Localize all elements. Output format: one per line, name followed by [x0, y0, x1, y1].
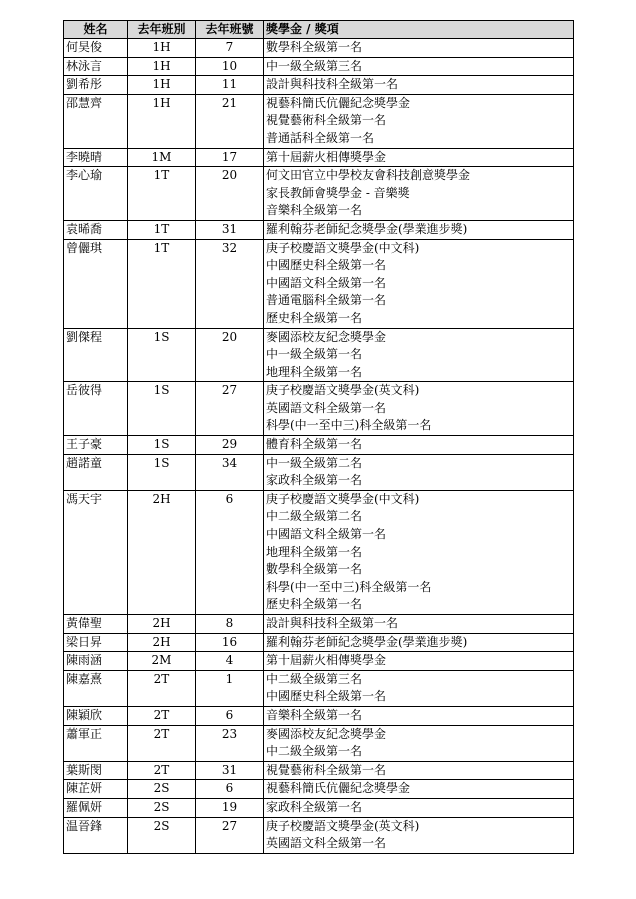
award-item: 音樂科全級第一名 — [266, 203, 363, 218]
award-list — [264, 167, 574, 221]
award-list — [264, 454, 574, 490]
award-list — [264, 725, 574, 761]
award-list — [264, 633, 574, 652]
student-number: 6 — [196, 706, 264, 725]
student-class: 2S — [128, 780, 196, 799]
student-name: 趙諾童 — [64, 454, 128, 490]
table-row — [64, 490, 574, 614]
table-row — [64, 798, 574, 817]
table-row — [64, 39, 574, 58]
student-class: 1H — [128, 76, 196, 95]
award-item: 科學(中一至中三)科全級第一名 — [266, 418, 432, 433]
award-item: 視覺藝術科全級第一名 — [266, 113, 387, 128]
award-item: 設計與科技科全級第一名 — [266, 616, 399, 630]
student-name: 李心瑜 — [64, 167, 128, 221]
award-list — [264, 382, 574, 436]
student-name: 何昊俊 — [64, 39, 128, 58]
table-row — [64, 817, 574, 853]
table-row — [64, 382, 574, 436]
table-row — [64, 57, 574, 76]
student-class: 2S — [128, 817, 196, 853]
award-item: 數學科全級第一名 — [266, 40, 363, 54]
table-row — [64, 761, 574, 780]
student-class: 2T — [128, 761, 196, 780]
award-list — [264, 94, 574, 148]
scholarship-table — [63, 20, 574, 854]
table-row — [64, 94, 574, 148]
award-item: 何文田官立中學校友會科技創意獎學金 — [266, 168, 471, 183]
student-name: 劉希彤 — [64, 76, 128, 95]
student-name: 岳彼得 — [64, 382, 128, 436]
student-class: 2M — [128, 652, 196, 671]
student-number: 1 — [196, 670, 264, 706]
award-item: 英國語文科全級第一名 — [266, 400, 387, 415]
award-item: 英國語文科全級第一名 — [266, 836, 387, 851]
student-class: 1M — [128, 148, 196, 167]
student-number: 20 — [196, 328, 264, 382]
award-item: 中國歷史科全級第一名 — [266, 258, 387, 273]
student-number: 19 — [196, 798, 264, 817]
student-name: 李曉晴 — [64, 148, 128, 167]
student-class: 1S — [128, 328, 196, 382]
student-name: 陳穎欣 — [64, 706, 128, 725]
table-body — [64, 39, 574, 854]
student-number: 27 — [196, 382, 264, 436]
student-number: 6 — [196, 490, 264, 614]
student-class: 1H — [128, 57, 196, 76]
student-name: 陳嘉熹 — [64, 670, 128, 706]
table-row — [64, 633, 574, 652]
student-name: 陳雨涵 — [64, 652, 128, 671]
student-name: 葉斯閔 — [64, 761, 128, 780]
award-item: 家政科全級第一名 — [266, 799, 363, 814]
award-item: 中一級全級第一名 — [266, 347, 363, 362]
student-class: 1T — [128, 167, 196, 221]
award-item: 中二級全級第一名 — [266, 744, 363, 759]
table-row — [64, 328, 574, 382]
student-class: 2S — [128, 798, 196, 817]
award-item: 羅利翰芬老師紀念獎學金(學業進步獎) — [266, 221, 468, 236]
student-number: 29 — [196, 436, 264, 455]
award-item: 庚子校慶語文獎學金(英文科) — [266, 383, 420, 398]
header-award: 獎學金 / 獎項 — [264, 21, 574, 39]
award-list — [264, 76, 574, 95]
award-item: 中二級全級第二名 — [266, 509, 363, 524]
award-item: 視覺藝術科全級第一名 — [266, 762, 387, 777]
student-name: 袁晞喬 — [64, 220, 128, 239]
student-name: 蕭軍正 — [64, 725, 128, 761]
award-item: 地理科全級第一名 — [266, 364, 363, 379]
student-class: 2H — [128, 633, 196, 652]
student-class: 1H — [128, 94, 196, 148]
award-list — [264, 780, 574, 799]
award-list — [264, 239, 574, 328]
award-item: 中國語文科全級第一名 — [266, 527, 387, 542]
student-number: 4 — [196, 652, 264, 671]
student-name: 王子豪 — [64, 436, 128, 455]
student-class: 1T — [128, 239, 196, 328]
header-name: 姓名 — [64, 21, 128, 39]
student-name: 陳芷妍 — [64, 780, 128, 799]
student-name: 曾儷琪 — [64, 239, 128, 328]
award-item: 第十屆薪火相傳獎學金 — [266, 653, 387, 668]
table-row — [64, 239, 574, 328]
award-list — [264, 761, 574, 780]
header-row — [64, 21, 574, 39]
award-item: 歷史科全級第一名 — [266, 597, 363, 612]
award-item: 麥國添校友紀念獎學金 — [266, 329, 387, 344]
award-item: 普通電腦科全級第一名 — [266, 293, 387, 308]
student-name: 温晉鋒 — [64, 817, 128, 853]
award-item: 中國歷史科全級第一名 — [266, 689, 387, 704]
student-name: 黃偉聖 — [64, 615, 128, 634]
award-list — [264, 220, 574, 239]
student-number: 32 — [196, 239, 264, 328]
student-number: 6 — [196, 780, 264, 799]
award-item: 中二級全級第三名 — [266, 671, 363, 686]
student-number: 8 — [196, 615, 264, 634]
student-name: 劉傑程 — [64, 328, 128, 382]
table-header — [64, 21, 574, 39]
student-number: 31 — [196, 761, 264, 780]
student-number: 31 — [196, 220, 264, 239]
table-row — [64, 780, 574, 799]
student-class: 2H — [128, 615, 196, 634]
award-list — [264, 817, 574, 853]
student-name: 羅佩妍 — [64, 798, 128, 817]
award-item: 麥國添校友紀念獎學金 — [266, 726, 387, 741]
table-row — [64, 706, 574, 725]
student-class: 2T — [128, 706, 196, 725]
student-number: 23 — [196, 725, 264, 761]
award-item: 羅利翰芬老師紀念獎學金(學業進步獎) — [266, 634, 468, 649]
student-number: 27 — [196, 817, 264, 853]
award-list — [264, 706, 574, 725]
award-item: 家政科全級第一名 — [266, 473, 363, 488]
award-item: 第十屆薪火相傳獎學金 — [266, 149, 387, 164]
award-item: 音樂科全級第一名 — [266, 707, 363, 722]
award-item: 數學科全級第一名 — [266, 562, 363, 577]
table-row — [64, 454, 574, 490]
award-item: 歷史科全級第一名 — [266, 310, 363, 325]
table-row — [64, 148, 574, 167]
award-item: 中國語文科全級第一名 — [266, 275, 387, 290]
award-item: 普通話科全級第一名 — [266, 130, 375, 145]
student-number: 17 — [196, 148, 264, 167]
table-row — [64, 652, 574, 671]
student-number: 21 — [196, 94, 264, 148]
student-name: 林泳言 — [64, 57, 128, 76]
student-class: 1S — [128, 382, 196, 436]
table-row — [64, 725, 574, 761]
award-list — [264, 615, 574, 634]
student-class: 1T — [128, 220, 196, 239]
table-row — [64, 670, 574, 706]
award-item: 庚子校慶語文獎學金(中文科) — [266, 491, 420, 506]
award-item: 科學(中一至中三)科全級第一名 — [266, 579, 432, 594]
student-number: 34 — [196, 454, 264, 490]
student-number: 7 — [196, 39, 264, 58]
table-row — [64, 436, 574, 455]
award-item: 庚子校慶語文獎學金(中文科) — [266, 240, 420, 255]
student-class: 2T — [128, 670, 196, 706]
student-number: 11 — [196, 76, 264, 95]
award-list — [264, 490, 574, 614]
table-row — [64, 167, 574, 221]
award-item: 庚子校慶語文獎學金(英文科) — [266, 818, 420, 833]
student-name: 梁日昇 — [64, 633, 128, 652]
award-item: 視藝科簡氏伉儷紀念獎學金 — [266, 95, 411, 110]
award-item: 地理科全級第一名 — [266, 544, 363, 559]
award-item: 中一級全級第三名 — [266, 58, 363, 73]
student-class: 1H — [128, 39, 196, 58]
table-row — [64, 615, 574, 634]
student-name: 邵慧齊 — [64, 94, 128, 148]
award-list — [264, 798, 574, 817]
award-list — [264, 328, 574, 382]
award-list — [264, 57, 574, 76]
award-list — [264, 652, 574, 671]
student-class: 1S — [128, 454, 196, 490]
student-class: 2H — [128, 490, 196, 614]
award-list — [264, 148, 574, 167]
student-number: 16 — [196, 633, 264, 652]
student-class: 2T — [128, 725, 196, 761]
award-list — [264, 39, 574, 58]
document-page — [63, 20, 573, 854]
award-item: 家長教師會獎學金 - 音樂獎 — [266, 185, 410, 200]
award-item: 視藝科簡氏伉儷紀念獎學金 — [266, 781, 411, 796]
table-row — [64, 220, 574, 239]
header-number: 去年班號 — [196, 21, 264, 39]
table-row — [64, 76, 574, 95]
student-number: 20 — [196, 167, 264, 221]
student-name: 馮天宇 — [64, 490, 128, 614]
award-list — [264, 436, 574, 455]
student-number: 10 — [196, 57, 264, 76]
award-item: 中一級全級第二名 — [266, 455, 363, 470]
award-list — [264, 670, 574, 706]
header-class: 去年班別 — [128, 21, 196, 39]
award-item: 體育科全級第一名 — [266, 437, 363, 452]
student-class: 1S — [128, 436, 196, 455]
award-item: 設計與科技科全級第一名 — [266, 77, 399, 92]
